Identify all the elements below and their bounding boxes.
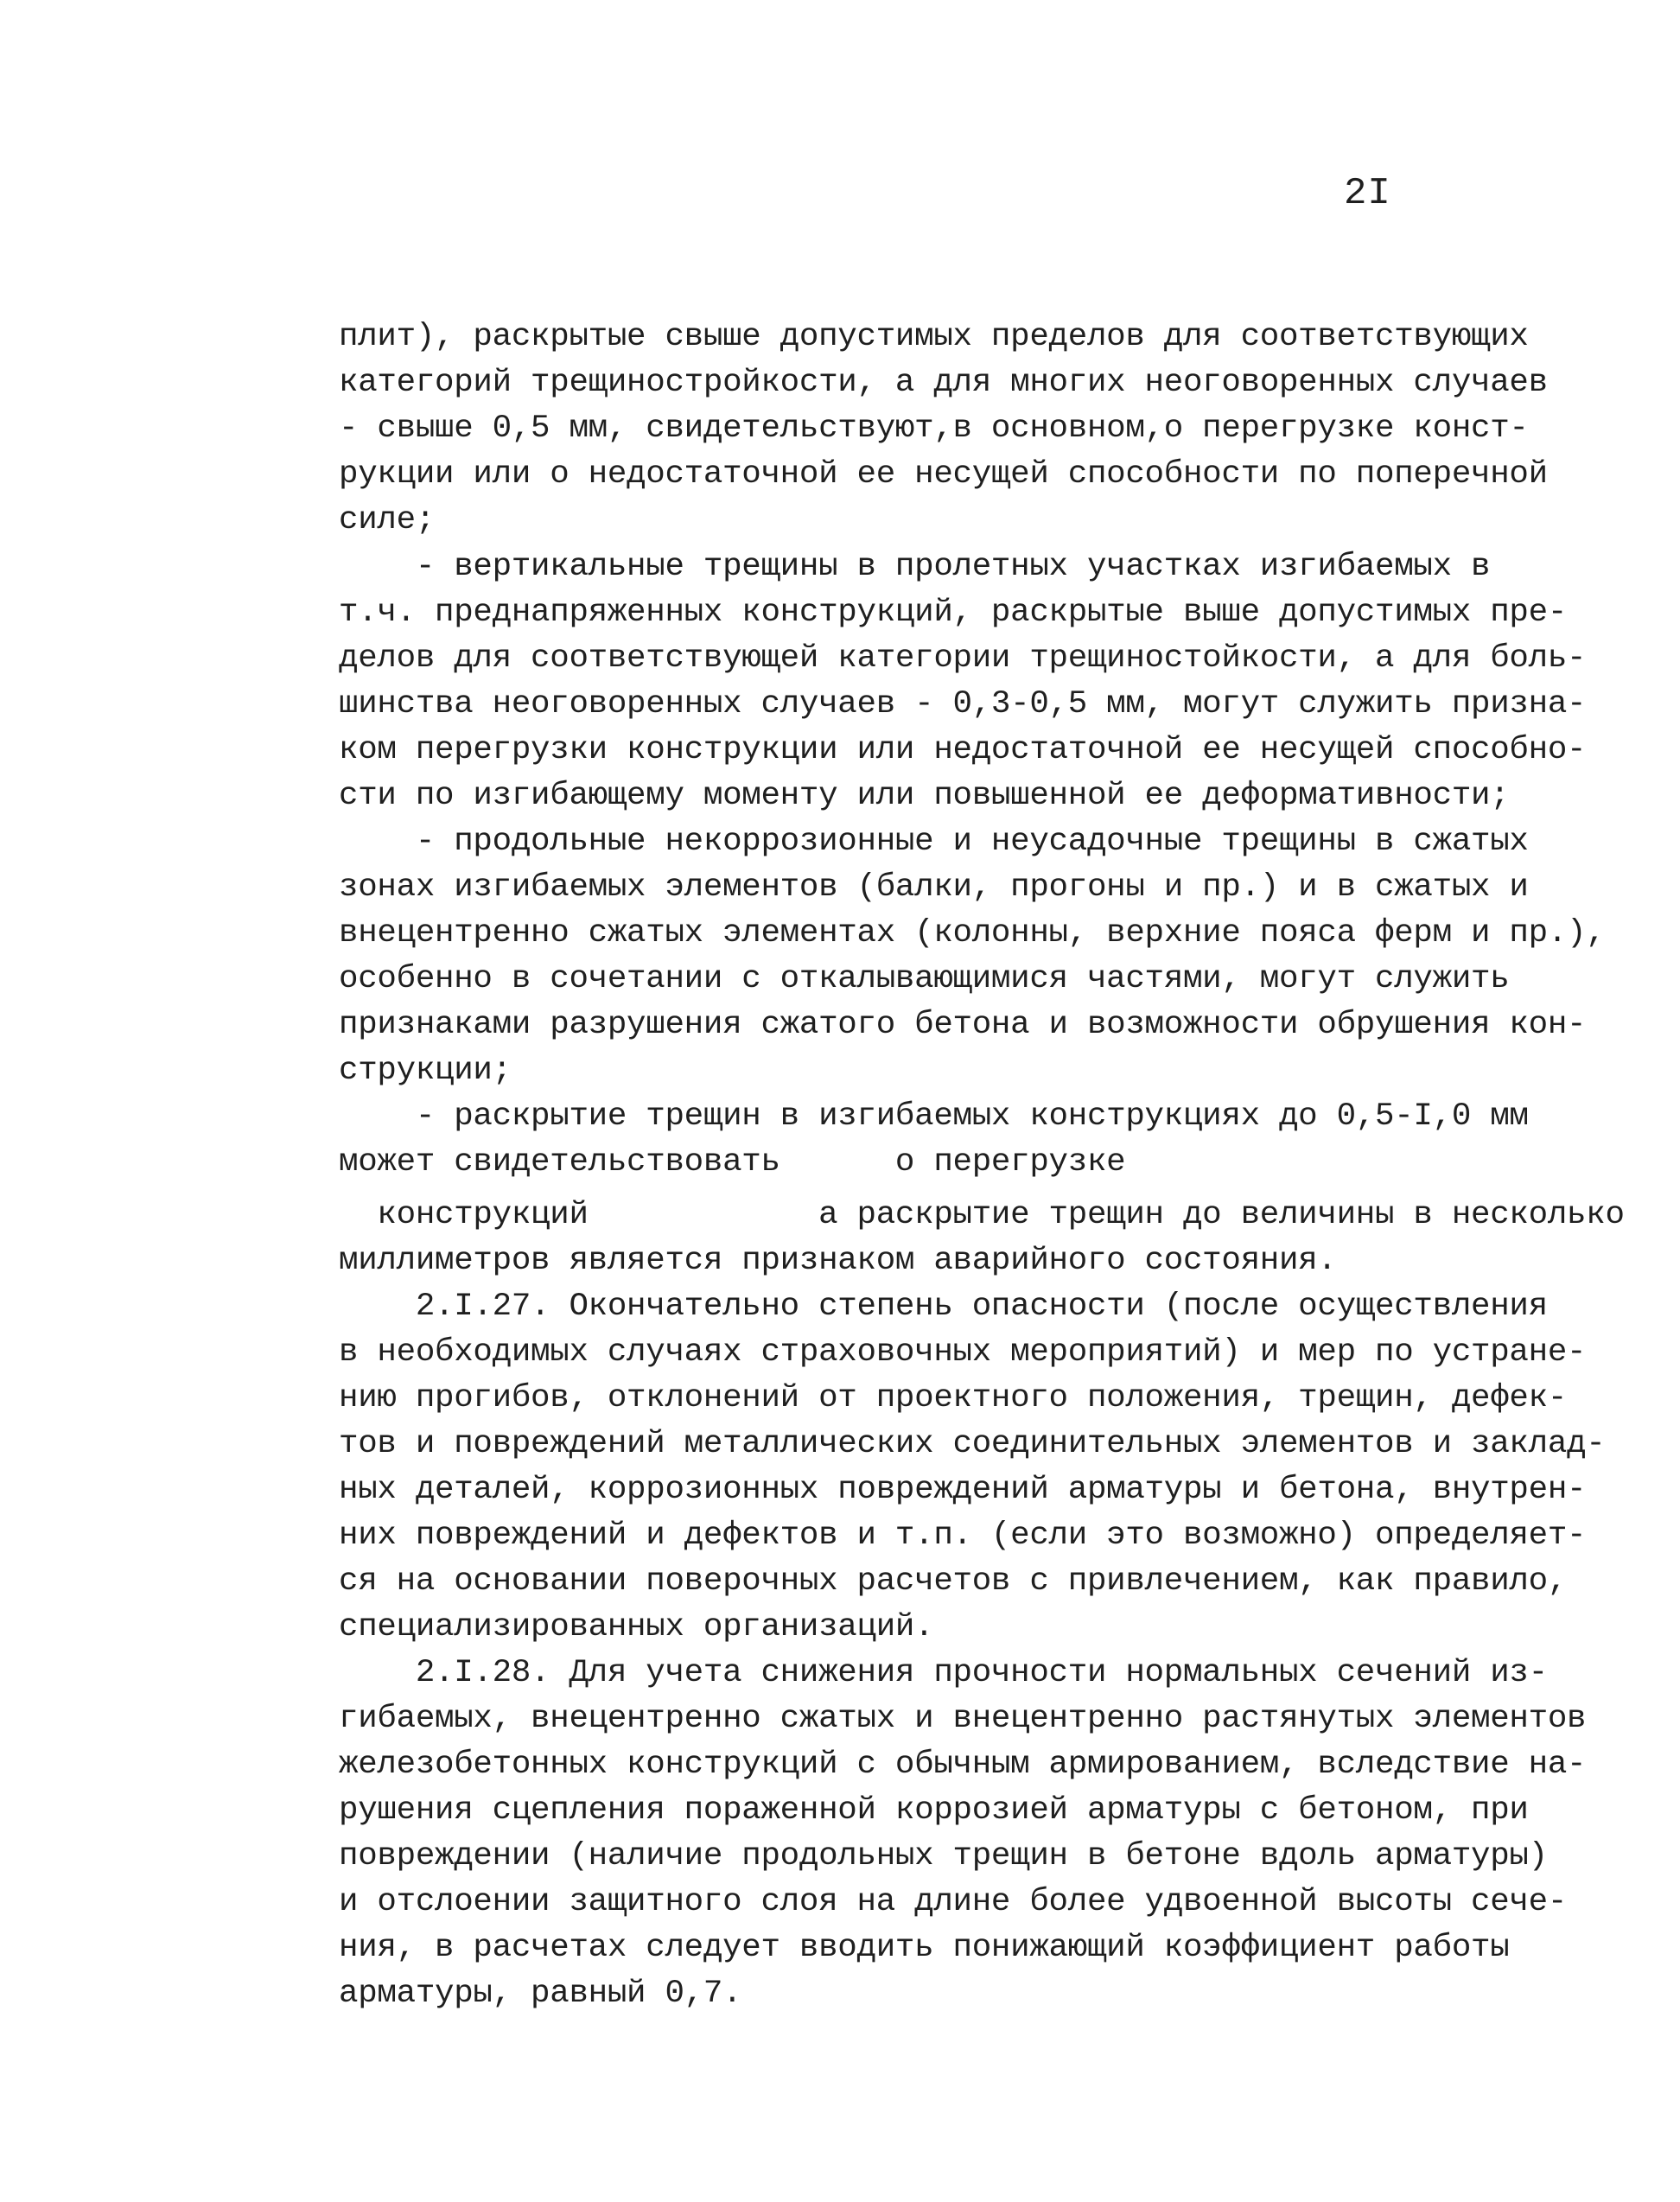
text-line: т.ч. преднапряженных конструкций, раскрытые выше допустимых пре- — [339, 595, 1568, 631]
text-line: зонах изгибаемых элементов (балки, прогоны и пр.) и в сжатых и — [339, 869, 1529, 906]
text-line: - продольные некоррозионные и неусадочные трещины в сжатых — [339, 824, 1529, 860]
text-line: тов и повреждений металлических соединительных элементов и заклад- — [339, 1426, 1606, 1462]
text-line: них повреждений и дефектов и т.п. (если это возможно) определяет- — [339, 1518, 1587, 1554]
text-line: ных деталей, коррозионных повреждений арматуры и бетона, внутрен- — [339, 1472, 1587, 1508]
text-line: плит), раскрытые свыше допустимых пределов для соответствующих — [339, 319, 1529, 355]
text-line: нию прогибов, отклонений от проектного положения, трещин, дефек- — [339, 1380, 1568, 1416]
text-line: 2.I.28. Для учета снижения прочности нормальных сечений из- — [339, 1655, 1548, 1691]
text-line: гибаемых, внецентренно сжатых и внецентренно растянутых элементов — [339, 1701, 1587, 1737]
text-line: железобетонных конструкций с обычным армированием, вследствие на- — [339, 1747, 1587, 1783]
text-line: силе; — [339, 502, 436, 538]
text-line: специализированных организаций. — [339, 1609, 934, 1645]
text-line: особенно в сочетании с откалывающимися частями, могут служить — [339, 961, 1510, 997]
text-line: - вертикальные трещины в пролетных участках изгибаемых в — [339, 549, 1491, 585]
text-line: ся на основании поверочных расчетов с привлечением, как правило, — [339, 1563, 1568, 1600]
text-line: шинства неоговоренных случаев - 0,3-0,5 мм, могут служить призна- — [339, 686, 1587, 722]
text-line: струкции; — [339, 1053, 512, 1089]
text-line: конструкций а раскрытие трещин до величины в несколько — [339, 1197, 1625, 1233]
text-line: арматуры, равный 0,7. — [339, 1976, 742, 2012]
text-line: внецентренно сжатых элементах (колонны, верхние пояса ферм и пр.), — [339, 915, 1606, 951]
text-line: - свыше 0,5 мм, свидетельствуют,в основном,о перегрузке конст- — [339, 410, 1529, 447]
text-line: рукции или о недостаточной ее несущей способности по поперечной — [339, 456, 1548, 493]
text-line: рушения сцепления пораженной коррозией арматуры с бетоном, при — [339, 1792, 1529, 1829]
text-line: ком перегрузки конструкции или недостаточной ее несущей способно- — [339, 732, 1587, 768]
text-line: сти по изгибающему моменту или повышенной ее деформативности; — [339, 778, 1510, 814]
text-line: признаками разрушения сжатого бетона и возможности обрушения кон- — [339, 1007, 1587, 1043]
text-line: миллиметров является признаком аварийного состояния. — [339, 1243, 1337, 1279]
text-line: в необходимых случаях страховочных мероприятий) и мер по устране- — [339, 1334, 1587, 1371]
text-line: делов для соответствующей категории трещиностойкости, а для боль- — [339, 640, 1587, 677]
text-line: категорий трещиностройкости, а для многих неоговоренных случаев — [339, 365, 1548, 401]
page-number: 2I — [1344, 172, 1391, 215]
text-line: может свидетельствовать о перегрузке — [339, 1144, 1126, 1181]
text-line: ния, в расчетах следует вводить понижающий коэффициент работы — [339, 1930, 1510, 1966]
text-line: повреждении (наличие продольных трещин в бетоне вдоль арматуры) — [339, 1838, 1548, 1874]
text-line: 2.I.27. Окончательно степень опасности (после осуществления — [339, 1289, 1548, 1325]
text-line: и отслоении защитного слоя на длине более удвоенной высоты сече- — [339, 1884, 1568, 1920]
text-line: - раскрытие трещин в изгибаемых конструкциях до 0,5-I,0 мм — [339, 1098, 1529, 1135]
